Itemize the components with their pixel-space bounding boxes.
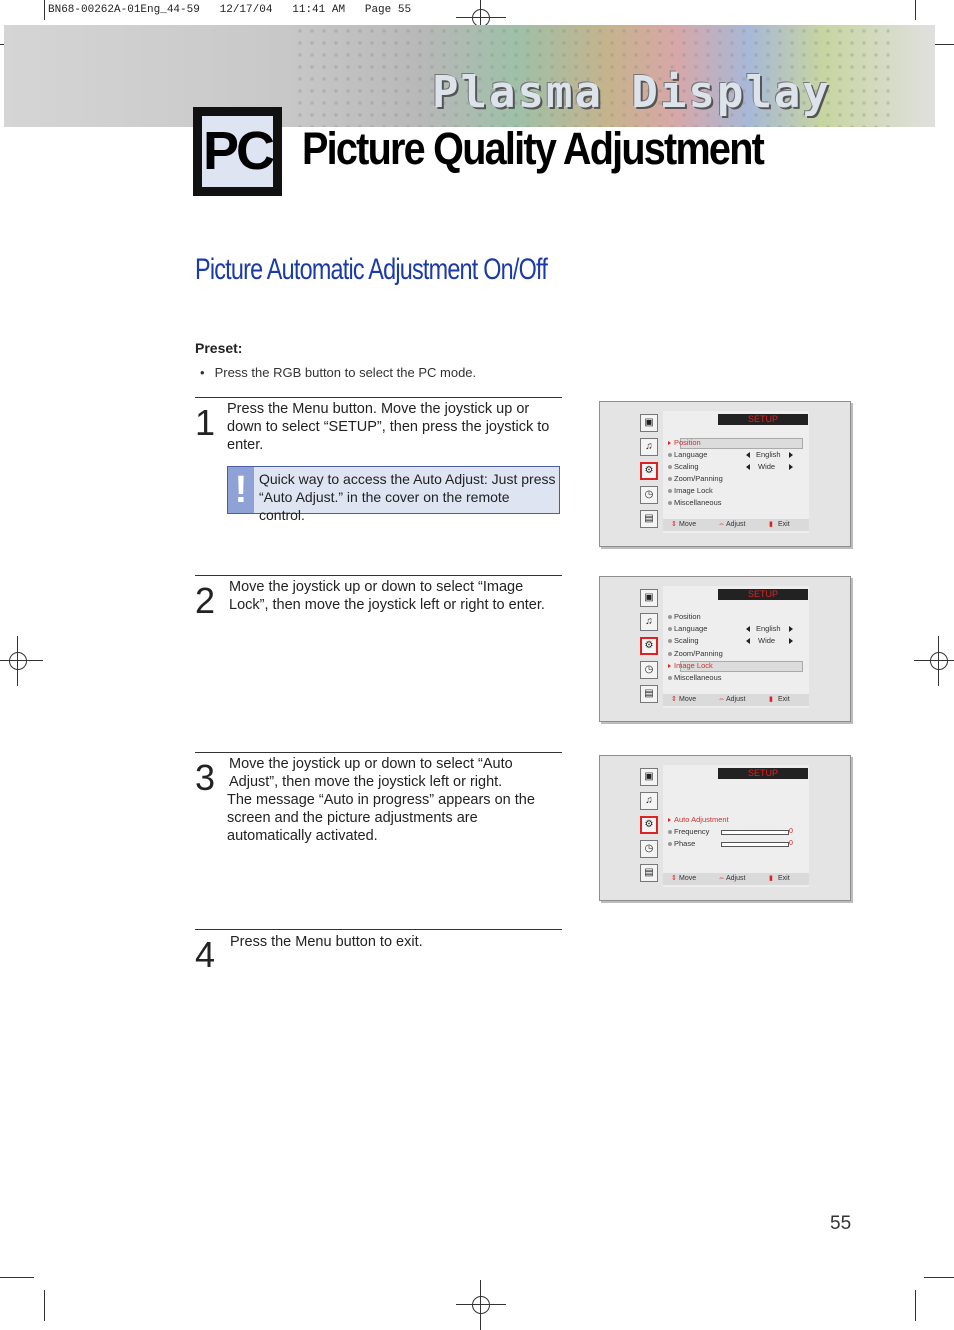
printer-slug: BN68-00262A-01Eng_44-59 12/17/04 11:41 AM Page 55 xyxy=(48,4,412,16)
osd-item: Miscellaneous xyxy=(674,673,722,682)
step-text: Press the Menu button to exit. xyxy=(230,934,423,950)
osd-header: SETUP xyxy=(718,589,808,600)
step-number: 4 xyxy=(195,934,216,975)
input-icon: ▤ xyxy=(640,510,658,528)
osd-item: Zoom/Panning xyxy=(674,649,723,658)
left-right-icon: ⇔ xyxy=(718,875,725,882)
step-divider xyxy=(195,929,562,930)
osd-footer-move: Move xyxy=(679,521,697,528)
exclamation-icon: ! xyxy=(228,467,254,513)
tip-note xyxy=(227,466,560,523)
osd-item: Frequency xyxy=(674,827,710,836)
arrow-right-icon xyxy=(789,626,793,632)
osd-menu-icons xyxy=(640,768,660,888)
brand-logo-text: Plasma Display xyxy=(432,67,831,118)
left-right-icon: ⇔ xyxy=(718,521,725,528)
osd-item: Phase xyxy=(674,839,696,848)
osd-screenshot-image-lock xyxy=(599,576,851,722)
osd-item: Scaling xyxy=(674,462,699,471)
up-down-icon: ⇕ xyxy=(671,696,677,703)
osd-item: Image Lock xyxy=(674,486,713,495)
sound-icon: ♫ xyxy=(640,438,658,456)
step-number: 3 xyxy=(195,757,216,798)
tip-note-text: Quick way to access the Auto Adjust: Just press “Auto Adjust.” in the cover on the remote control. xyxy=(259,471,556,523)
crop-mark xyxy=(915,1290,916,1321)
osd-panel xyxy=(663,411,809,533)
crop-mark xyxy=(934,44,954,45)
input-icon: ▤ xyxy=(640,864,658,882)
picture-icon: ▣ xyxy=(640,589,658,607)
crop-mark xyxy=(44,0,45,20)
osd-menu-icons xyxy=(640,414,660,534)
page-number: 55 xyxy=(830,1213,852,1234)
registration-mark-icon xyxy=(3,646,33,676)
arrow-left-icon xyxy=(746,452,750,458)
up-down-icon: ⇕ xyxy=(671,521,677,528)
osd-item: Scaling xyxy=(674,636,699,645)
clock-icon: ◷ xyxy=(640,486,658,504)
preset-text: Press the RGB button to select the PC mode. xyxy=(214,365,477,380)
crop-mark xyxy=(924,1277,954,1278)
menu-key-icon: ▮ xyxy=(769,521,773,528)
pc-badge xyxy=(193,107,282,196)
osd-menu-icons xyxy=(640,589,660,709)
osd-footer-exit: Exit xyxy=(778,875,790,882)
sound-icon: ♫ xyxy=(640,792,658,810)
picture-icon: ▣ xyxy=(640,414,658,432)
osd-footer-move: Move xyxy=(679,696,697,703)
arrow-right-icon xyxy=(789,452,793,458)
osd-scaling-value: Wide xyxy=(758,636,776,645)
osd-header: SETUP xyxy=(718,414,808,425)
osd-item: Miscellaneous xyxy=(674,498,722,507)
setup-icon: ⚙ xyxy=(640,462,658,480)
left-right-icon: ⇔ xyxy=(718,696,725,703)
arrow-right-icon xyxy=(789,638,793,644)
step-divider xyxy=(195,397,562,398)
preset-bullet-item xyxy=(200,365,476,380)
menu-key-icon: ▮ xyxy=(769,875,773,882)
arrow-left-icon xyxy=(746,638,750,644)
step-divider xyxy=(195,752,562,753)
osd-footer xyxy=(663,694,809,706)
osd-footer-adjust: Adjust xyxy=(726,521,746,528)
frequency-value: 0 xyxy=(789,828,793,835)
frequency-gauge xyxy=(721,830,789,835)
step-divider xyxy=(195,575,562,576)
osd-header: SETUP xyxy=(718,768,808,779)
osd-panel xyxy=(663,765,809,887)
phase-value: 0 xyxy=(789,840,793,847)
osd-footer xyxy=(663,873,809,885)
step-number: 2 xyxy=(195,580,216,621)
osd-screenshot-setup xyxy=(599,401,851,547)
step-text: Move the joystick up or down to select “Auto Adjust”, then move the joystick left or right. xyxy=(229,756,513,790)
preset-label: Preset: xyxy=(195,340,243,356)
input-icon: ▤ xyxy=(640,685,658,703)
osd-footer-exit: Exit xyxy=(778,696,790,703)
osd-item: Position xyxy=(674,438,701,447)
phase-gauge xyxy=(721,842,789,847)
osd-item: Zoom/Panning xyxy=(674,474,723,483)
setup-icon: ⚙ xyxy=(640,816,658,834)
clock-icon: ◷ xyxy=(640,661,658,679)
osd-footer-adjust: Adjust xyxy=(726,875,746,882)
osd-screenshot-auto-adjustment xyxy=(599,755,851,901)
crop-mark xyxy=(915,0,916,20)
crop-mark xyxy=(44,1290,45,1321)
osd-item: Image Lock xyxy=(674,661,713,670)
osd-item: Language xyxy=(674,450,708,459)
menu-key-icon: ▮ xyxy=(769,696,773,703)
step-number: 1 xyxy=(195,402,216,443)
arrow-left-icon xyxy=(746,626,750,632)
osd-language-value: English xyxy=(756,624,781,633)
registration-mark-icon xyxy=(924,646,954,676)
page-title: Picture Quality Adjustment xyxy=(302,123,764,174)
clock-icon: ◷ xyxy=(640,840,658,858)
arrow-left-icon xyxy=(746,464,750,470)
osd-scaling-value: Wide xyxy=(758,462,776,471)
step-text: Move the joystick up or down to select “Image Lock”, then move the joystick left or right to enter. xyxy=(229,579,545,613)
picture-icon: ▣ xyxy=(640,768,658,786)
up-down-icon: ⇕ xyxy=(671,875,677,882)
arrow-right-icon xyxy=(789,464,793,470)
osd-item: Auto Adjustment xyxy=(674,815,729,824)
osd-language-value: English xyxy=(756,450,781,459)
osd-footer-exit: Exit xyxy=(778,521,790,528)
step-text-continued: The message “Auto in progress” appears on the screen and the picture adjustments are automatically activated. xyxy=(227,792,535,844)
osd-panel xyxy=(663,586,809,708)
osd-item: Position xyxy=(674,612,701,621)
section-title: Picture Automatic Adjustment On/Off xyxy=(195,253,548,286)
osd-item: Language xyxy=(674,624,708,633)
step-text: Press the Menu button. Move the joystick up or down to select “SETUP”, then press the joystick to enter. xyxy=(227,401,550,453)
bullet-glyph: • xyxy=(200,365,205,380)
sound-icon: ♫ xyxy=(640,613,658,631)
setup-icon: ⚙ xyxy=(640,637,658,655)
crop-mark xyxy=(0,1277,34,1278)
osd-footer-move: Move xyxy=(679,875,697,882)
osd-footer-adjust: Adjust xyxy=(726,696,746,703)
pc-badge-label: PC xyxy=(202,116,273,187)
osd-footer xyxy=(663,519,809,531)
registration-mark-icon xyxy=(466,1290,496,1320)
